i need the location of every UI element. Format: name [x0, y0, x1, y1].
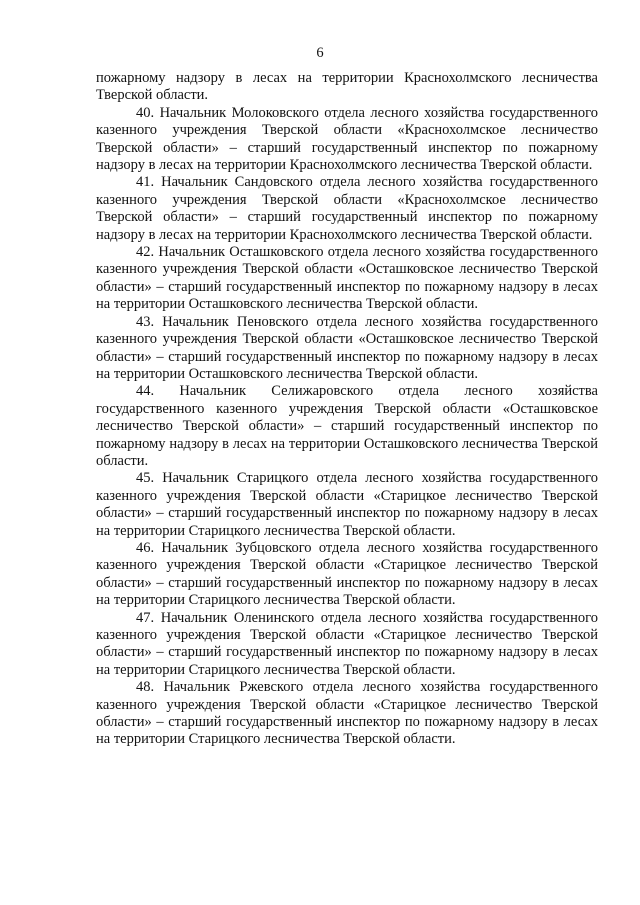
- paragraph-number: 47.: [136, 609, 155, 626]
- paragraph-number: 43.: [136, 313, 155, 330]
- paragraph-text: Начальник Осташковского отдела лесного хозяйства государственного казенного учреждения Тверской области «Осташковское лесничество Тверской области» – старший государственный инспектор по пожарному надзору в лесах на территории Осташковского лесничества Тверской области.: [96, 244, 598, 313]
- paragraph-42: [96, 244, 598, 314]
- paragraph-number: 46.: [136, 539, 155, 556]
- paragraph-47: [96, 610, 598, 680]
- paragraph-text: Начальник Оленинского отдела лесного хозяйства государственного казенного учреждения Тверской области «Старицкое лесничество Тверской области» – старший государственный инспектор по пожарному надзору в лесах на территории Старицкого лесничества Тверской области.: [96, 609, 598, 678]
- paragraph-text: Начальник Ржевского отдела лесного хозяйства государственного казенного учреждения Тверской области «Старицкое лесничество Тверской области» – старший государственный инспектор по пожарному надзору в лесах на территории Старицкого лесничества Тверской области.: [96, 679, 598, 748]
- paragraph-continuation: [96, 70, 598, 105]
- paragraph-number: 40.: [136, 104, 155, 121]
- paragraph-46: [96, 540, 598, 610]
- paragraph-number: 45.: [136, 470, 155, 487]
- paragraph-43: [96, 314, 598, 384]
- paragraph-number: 48.: [136, 679, 155, 696]
- paragraph-text: Начальник Сандовского отдела лесного хозяйства государственного казенного учреждения Тверской области «Краснохолмское лесничество Тверской области» – старший государственный инспектор по пожарному надзору в лесах на территории Краснохолмского лесничества Тверской области.: [96, 174, 598, 243]
- paragraph-text: Начальник Селижаровского отдела лесного хозяйства государственного казенного учреждения Тверской области «Осташковское лесничество Тверской области» – старший государственный инспектор по пожарному надзору в лесах на территории Осташковского лесничества Тверской области.: [96, 383, 598, 469]
- paragraph-45: [96, 470, 598, 540]
- paragraph-40: [96, 105, 598, 175]
- paragraph-text: Начальник Молоковского отдела лесного хозяйства государственного казенного учреждения Тверской области «Краснохолмское лесничество Тверской области» – старший государственный инспектор по пожарному надзору в лесах на территории Краснохолмского лесничества Тверской области.: [96, 104, 599, 174]
- paragraph-41: [96, 174, 598, 244]
- paragraph-text: пожарному надзору в лесах на территории Краснохолмского лесничества Тверской области.: [96, 70, 598, 104]
- paragraph-number: 42.: [136, 244, 155, 261]
- paragraph-number: 44.: [136, 383, 155, 400]
- paragraph-text: Начальник Старицкого отдела лесного хозяйства государственного казенного учреждения Тверской области «Старицкое лесничество Тверской области» – старший государственный инспектор по пожарному надзору в лесах на территории Старицкого лесничества Тверской области.: [96, 470, 599, 539]
- paragraph-48: [96, 679, 598, 749]
- paragraph-text: Начальник Зубцовского отдела лесного хозяйства государственного казенного учреждения Тверской области «Старицкое лесничество Тверской области» – старший государственный инспектор по пожарному надзору в лесах на территории Старицкого лесничества Тверской области.: [96, 539, 598, 609]
- page-number: 6: [316, 45, 324, 61]
- paragraph-number: 41.: [136, 174, 155, 191]
- paragraph-text: Начальник Пеновского отдела лесного хозяйства государственного казенного учреждения Тверской области «Осташковское лесничество Тверской области» – старший государственный инспектор по пожарному надзору в лесах на территории Осташковского лесничества Тверской области.: [96, 313, 598, 382]
- document-body: [96, 70, 598, 749]
- paragraph-44: [96, 383, 598, 470]
